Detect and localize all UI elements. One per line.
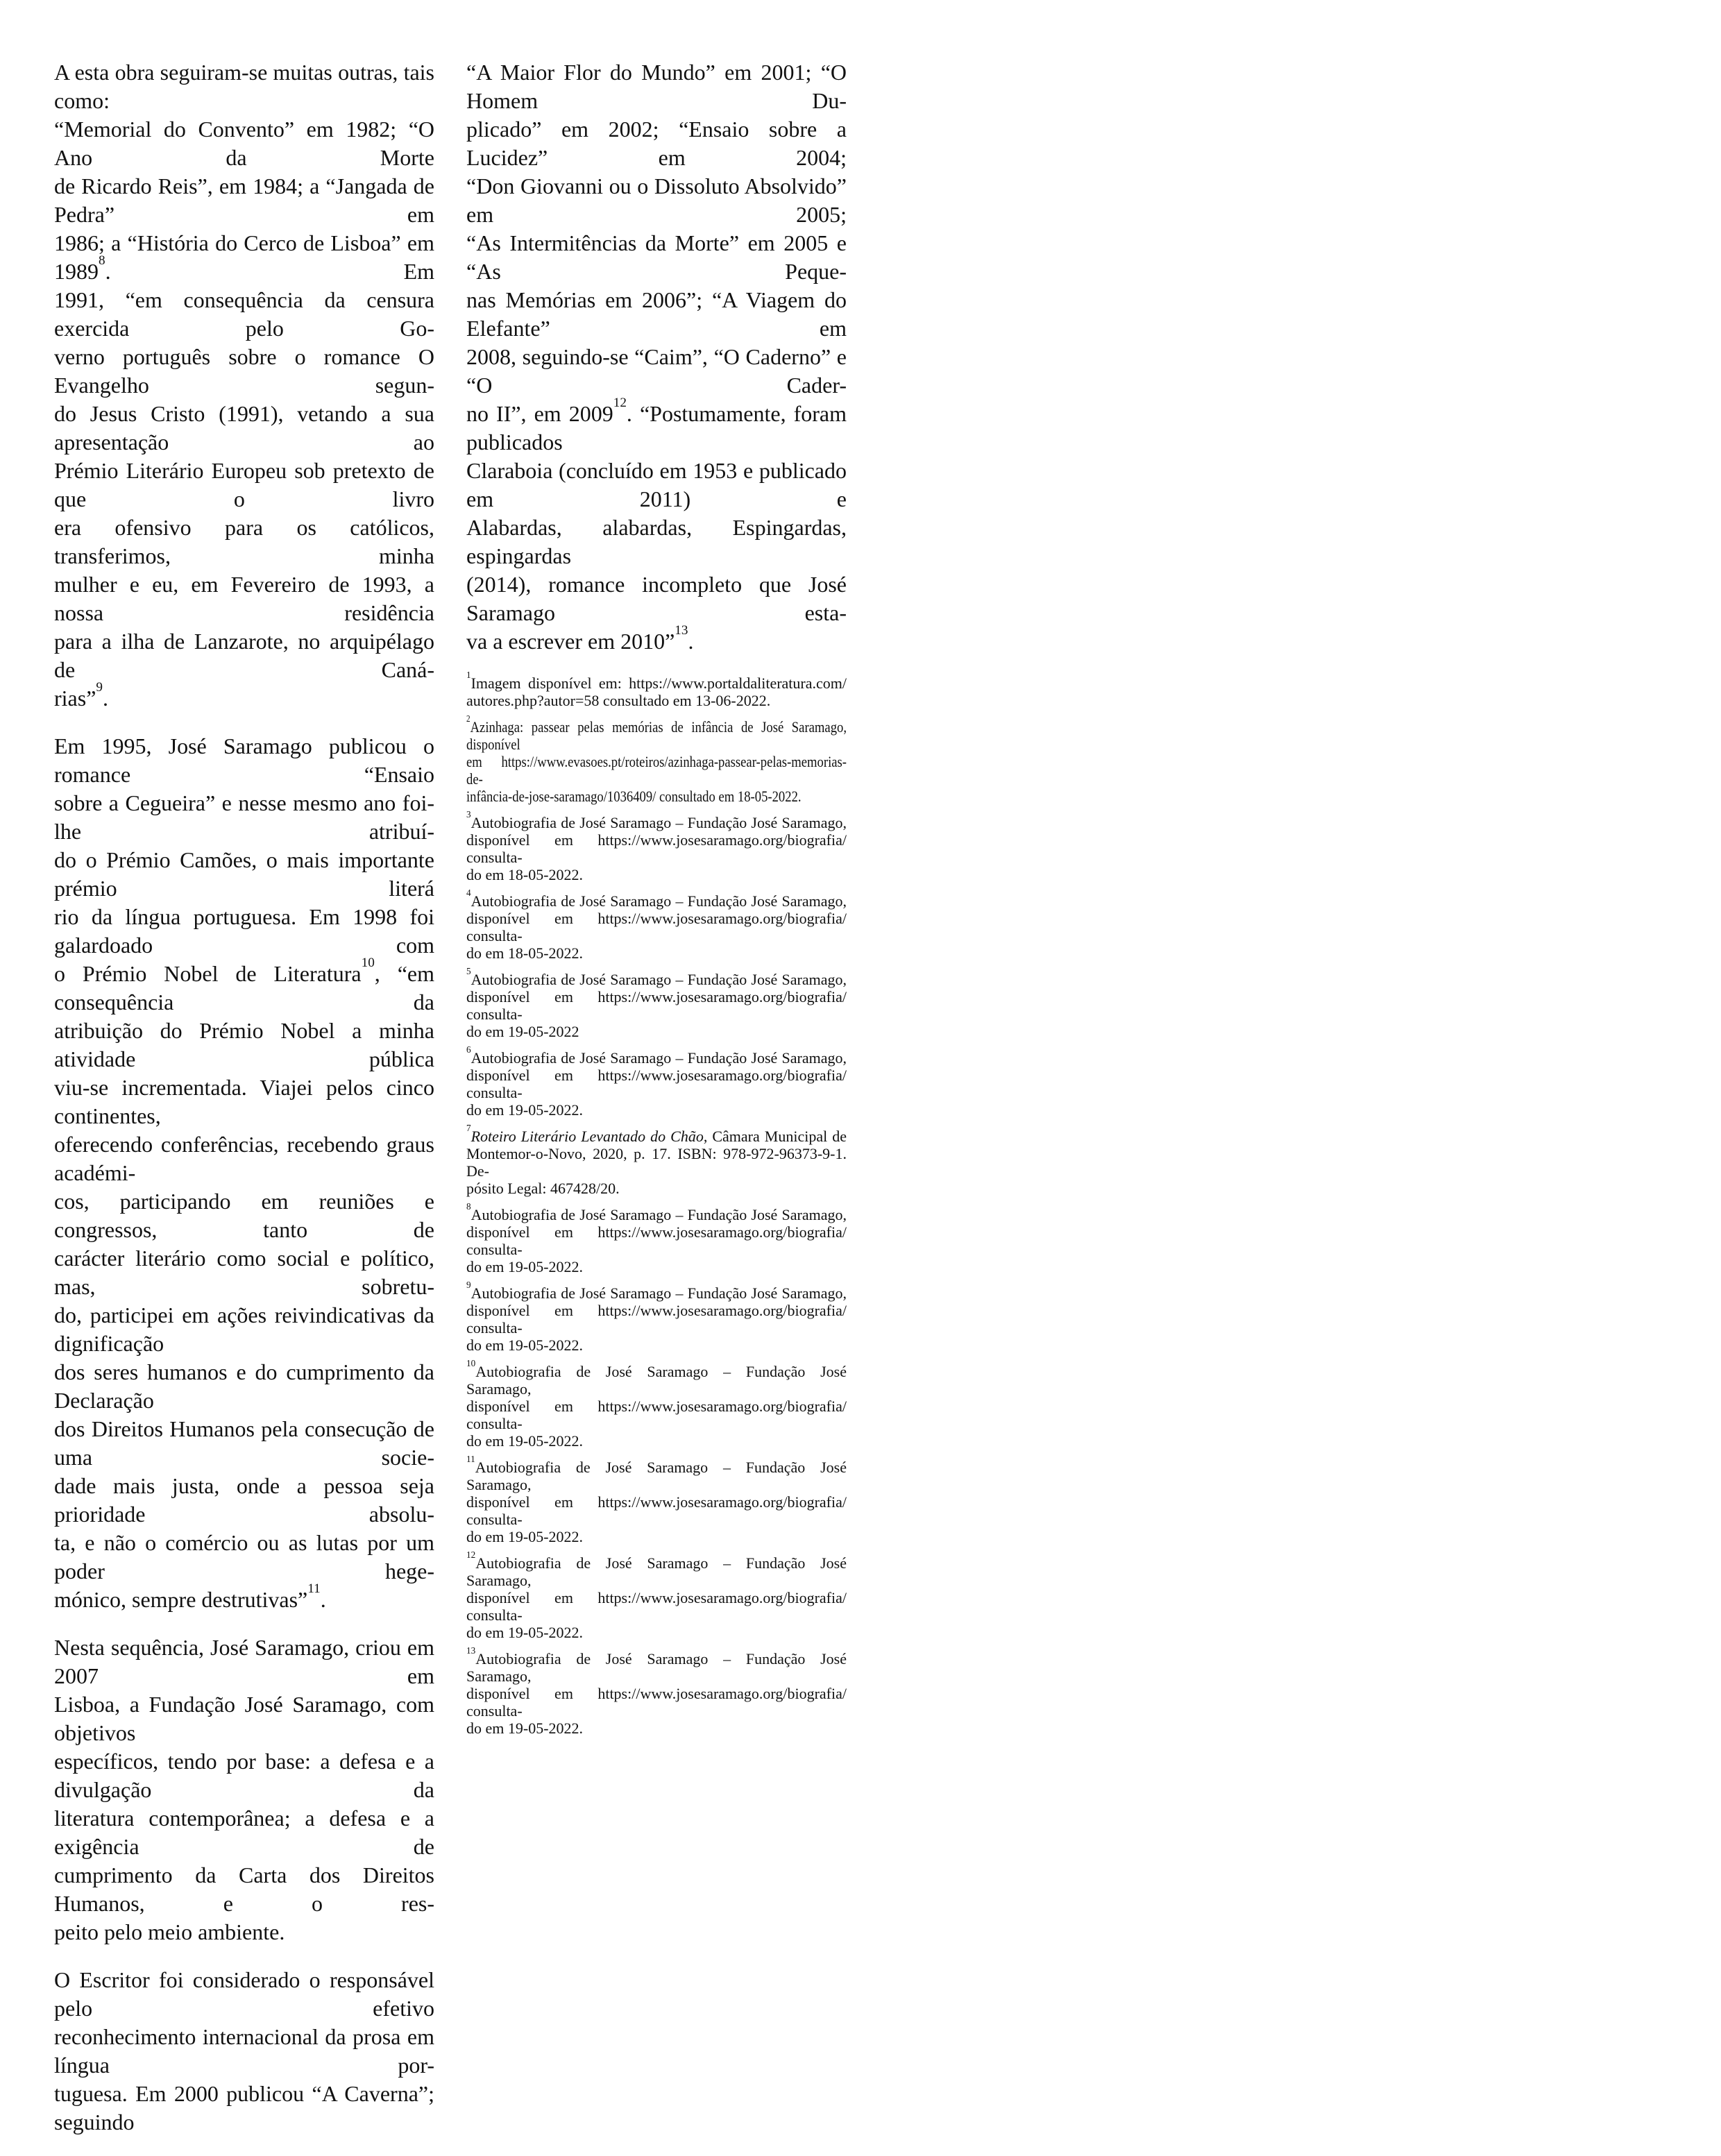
text-line: 1991, “em consequência da censura exercida pelo Go- [54,287,434,341]
text-line: disponível em https://www.josesaramago.org/biografia/ consulta- [466,1067,847,1101]
text-line: carácter literário como social e político, mas, sobretu- [54,1246,434,1299]
text-line: cos, participando em reuniões e congressos, tanto de [54,1189,434,1242]
text-line: Prémio Literário Europeu sob pretexto de que o livro [54,458,434,511]
footnotes-section [466,670,847,1737]
text-line: ta, e não o comércio ou as lutas por um poder hege- [54,1530,434,1584]
text-line: peito pelo meio ambiente. [54,1919,285,1944]
left-column [54,58,434,2156]
text-line: dos Direitos Humanos pela consecução de uma socie- [54,1416,434,1470]
text-line: viu-se incrementada. Viajei pelos cinco continentes, [54,1075,434,1128]
text-line: do em 19-05-2022. [466,1101,584,1119]
text-line: 1986; a “História do Cerco de Lisboa” em 1989$^8$. Em [54,230,434,284]
text-line: mulher e eu, em Fevereiro de 1993, a nossa residência [54,572,434,625]
text-line: Alabardas, alabardas, Espingardas, espingardas [466,515,847,568]
text-line: autores.php?autor=58 consultado em 13-06-2022. [466,692,771,709]
text-line: do em 19-05-2022. [466,1720,584,1737]
text-line: plicado” em 2002; “Ensaio sobre a Lucidez” em 2004; [466,117,847,170]
text-line: Lisboa, a Fundação José Saramago, com objetivos [54,1692,434,1745]
footnote-6 [466,1044,847,1119]
text-line: do em 19-05-2022. [466,1258,584,1275]
text-line: $^3$Autobiografia de José Saramago – Fundação José Saramago, [466,809,847,831]
text-line: Em 1995, José Saramago publicou o romance “Ensaio [54,733,434,787]
text-line: disponível em https://www.josesaramago.org/biografia/ consulta- [466,1398,847,1432]
text-line: $^5$Autobiografia de José Saramago – Fundação José Saramago, [466,966,847,988]
text-line: do em 19-05-2022. [466,1432,584,1450]
text-line: $^8$Autobiografia de José Saramago – Fundação José Saramago, [466,1201,847,1223]
text-line: em https://www.evasoes.pt/roteiros/azinhaga-passear-pelas-memorias-de- [466,753,847,788]
text-line: do, participei em ações reivindicativas da dignificação [54,1302,434,1356]
text-line: do em 19-05-2022. [466,1336,584,1354]
text-line: atribuição do Prémio Nobel a minha atividade pública [54,1018,434,1071]
text-line: disponível em https://www.josesaramago.org/biografia/ consulta- [466,988,847,1023]
text-line: $^7$Roteiro Literário Levantado do Chão, Câmara Municipal de [466,1123,847,1145]
text-line: $^9$Autobiografia de José Saramago – Fundação José Saramago, [466,1280,847,1302]
text-line: $^2$Azinhaga: passear pelas memórias de infância de José Saramago, disponível [466,713,847,753]
text-line: nas Memórias em 2006”; “A Viagem do Elefante” em [466,287,847,341]
text-line: rias”$^9$. [54,679,108,711]
text-line: do o Prémio Camões, o mais importante prémio literá [54,847,434,901]
text-line: $^4$Autobiografia de José Saramago – Fundação José Saramago, [466,888,847,910]
text-line: para a ilha de Lanzarote, no arquipélago de Caná- [54,629,434,682]
text-line: mónico, sempre destrutivas”$^{11}$. [54,1581,326,1612]
text-line: $^6$Autobiografia de José Saramago – Fundação José Saramago, [466,1044,847,1067]
footnote-8 [466,1201,847,1275]
text-line: Nesta sequência, José Saramago, criou em 2007 em [54,1635,434,1688]
body-paragraph-5 [466,58,847,656]
text-line: (2014), romance incompleto que José Saramago esta- [466,572,847,625]
text-line: $^{11}$Autobiografia de José Saramago – Fundação José Saramago, [466,1454,847,1493]
footnote-2 [466,713,847,805]
text-line: “Don Giovanni ou o Dissoluto Absolvido” em 2005; [466,173,847,227]
footnote-5 [466,966,847,1040]
text-line: era ofensivo para os católicos, transferimos, minha [54,515,434,568]
text-line: disponível em https://www.josesaramago.org/biografia/ consulta- [466,1589,847,1624]
text-line: $^1$Imagem disponível em: https://www.portaldaliteratura.com/ [466,670,847,692]
text-line: do em 19-05-2022. [466,1528,584,1545]
text-line: O Escritor foi considerado o responsável pelo efetivo [54,1967,434,2021]
footnote-11 [466,1454,847,1545]
text-line: do em 19-05-2022 [466,1023,579,1040]
text-line: infância-de-jose-saramago/1036409/ consultado em 18-05-2022. [466,788,802,805]
text-line: dade mais justa, onde a pessoa seja prioridade absolu- [54,1473,434,1527]
text-line: do em 19-05-2022. [466,1624,584,1641]
text-line: “Memorial do Convento” em 1982; “O Ano da Morte [54,117,434,170]
text-line: sobre a Cegueira” e nesse mesmo ano foi-lhe atribuí- [54,790,434,844]
text-line: disponível em https://www.josesaramago.org/biografia/ consulta- [466,1685,847,1720]
text-line: $^{10}$Autobiografia de José Saramago – Fundação José Saramago, [466,1358,847,1398]
text-line: específicos, tendo por base: a defesa e a divulgação da [54,1749,434,1802]
text-line: disponível em https://www.josesaramago.org/biografia/ consulta- [466,831,847,866]
text-line: A esta obra seguiram-se muitas outras, tais como: [54,60,434,113]
footnote-1 [466,670,847,709]
text-line: rio da língua portuguesa. Em 1998 foi galardoado com [54,904,434,958]
text-line: “A Maior Flor do Mundo” em 2001; “O Homem Du- [466,60,847,113]
text-line: $^{12}$Autobiografia de José Saramago – Fundação José Saramago, [466,1550,847,1589]
text-line: dos seres humanos e do cumprimento da Declaração [54,1359,434,1413]
text-line: disponível em https://www.josesaramago.org/biografia/ consulta- [466,1302,847,1336]
text-line: disponível em https://www.josesaramago.org/biografia/ consulta- [466,1493,847,1528]
text-line: Claraboia (concluído em 1953 e publicado em 2011) e [466,458,847,511]
text-line: pósito Legal: 467428/20. [466,1180,620,1197]
footnote-7 [466,1123,847,1197]
text-line: do Jesus Cristo (1991), vetando a sua apresentação ao [54,401,434,455]
footnote-3 [466,809,847,883]
text-line: cumprimento da Carta dos Direitos Humanos, e o res- [54,1862,434,1916]
text-line: no II”, em 2009$^{12}$. “Postumamente, foram publicados [466,395,847,455]
text-line: va a escrever em 2010”$^{13}$. [466,622,694,654]
text-line: oferecendo conferências, recebendo graus académi- [54,1132,434,1185]
footnote-9 [466,1280,847,1354]
footnote-4 [466,888,847,962]
body-paragraph-2 [54,732,434,1614]
text-line: disponível em https://www.josesaramago.org/biografia/ consulta- [466,910,847,944]
text-line: do em 18-05-2022. [466,866,584,883]
text-line: verno português sobre o romance O Evangelho segun- [54,344,434,398]
text-line: “As Intermitências da Morte” em 2005 e “As Peque- [466,230,847,284]
text-line: 2008, seguindo-se “Caim”, “O Caderno” e “O Cader- [466,344,847,398]
text-line: reconhecimento internacional da prosa em língua por- [54,2024,434,2078]
body-paragraph-1 [54,58,434,713]
footnote-12 [466,1550,847,1641]
text-line: o Prémio Nobel de Literatura$^{10}$, “em consequência da [54,955,434,1015]
footnote-10 [466,1358,847,1450]
body-paragraph-4 [54,1966,434,2137]
text-line: Montemor-o-Novo, 2020, p. 17. ISBN: 978-972-96373-9-1. De- [466,1145,847,1180]
footnote-13 [466,1645,847,1737]
text-line: $^{13}$Autobiografia de José Saramago – Fundação José Saramago, [466,1645,847,1685]
text-line: de Ricardo Reis”, em 1984; a “Jangada de Pedra” em [54,173,434,227]
text-line: do em 18-05-2022. [466,944,584,962]
body-paragraph-3 [54,1633,434,1946]
text-line: literatura contemporânea; a defesa e a exigência de [54,1806,434,1859]
text-line: tuguesa. Em 2000 publicou “A Caverna”; seguindo [54,2081,434,2134]
text-line: disponível em https://www.josesaramago.org/biografia/ consulta- [466,1223,847,1258]
right-column [466,58,847,1746]
